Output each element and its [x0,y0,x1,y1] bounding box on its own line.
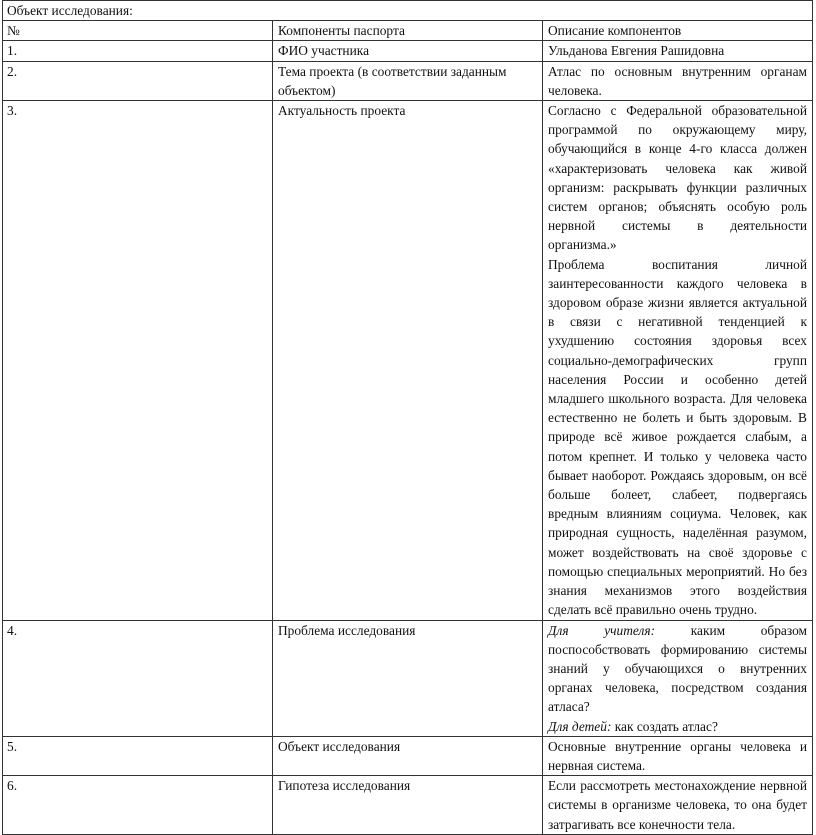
row-component: ФИО участника [273,41,543,61]
header-description: Описание компонентов [543,21,813,41]
table-row [3,776,813,835]
table-row [3,620,813,736]
table-header-row [3,21,813,41]
relevance-paragraph-2: Проблема воспитания личной заинтересованности каждого человека в здоровом образе жизни является актуальной в связи с негативной тенденцией к ухудшению состояния здоровья всех социально-демографических групп населения России и особенно детей младшего школьного возраста. Для человека естественно не болеть и быть здоровым. В природе всё живое рождается слабым, а потом крепнет. И только у человека часто бывает наоборот. Рождаясь здоровым, он всё больше болеет, слабеет, подвергаясь вредным влияниям социума. Человек, как природная сущность, наделённая разумом, может воздействовать на своё здоровье с помощью специальных мероприятий. Но без знания механизмов этого воздействия сделать всё правильно очень трудно. [548,256,807,618]
row-description: Атлас по основным внутренним органам человека. [543,61,813,100]
header-component: Компоненты паспорта [273,21,543,41]
row-description [543,620,813,736]
children-problem [548,717,807,736]
row-component: Проблема исследования [273,620,543,736]
table-row [3,736,813,775]
teacher-problem [548,621,807,717]
relevance-paragraph-1: Согласно с Федеральной образовательной программой по окружающему миру, обучающийся в конце 4-го класса должен «характеризовать человека как живой организм: раскрывать функции различных систем органов; объяснять особую роль нервной системы в деятельности организма.» [548,103,807,253]
table-title-row [3,1,813,21]
row-component: Тема проекта (в соответствии заданным объектом) [273,61,543,100]
row-description: Основные внутренние органы человека и нервная система. [543,736,813,775]
children-text: как создать атлас? [611,718,718,734]
row-num: 4. [3,620,273,736]
table-row [3,41,813,61]
row-num: 5. [3,736,273,775]
teacher-text: каким образом поспособствовать формированию системы знаний у обучающихся о внутренних органах человека, посредством создания атласа? [548,622,808,715]
table-row [3,61,813,100]
table-row [3,101,813,620]
row-component: Актуальность проекта [273,101,543,620]
row-description: Если рассмотреть местонахождение нервной системы в организме человека, то она будет затрагивать все конечности тела. [543,776,813,835]
row-component: Гипотеза исследования [273,776,543,835]
project-passport-table [2,0,813,835]
table-title: Объект исследования: [3,1,813,21]
row-num: 3. [3,101,273,620]
row-num: 6. [3,776,273,835]
row-description: Ульданова Евгения Рашидовна [543,41,813,61]
row-description [543,101,813,620]
children-label: Для детей: [548,718,612,734]
row-num: 2. [3,61,273,100]
header-num: № [3,21,273,41]
teacher-label: Для учителя: [548,622,656,638]
row-num: 1. [3,41,273,61]
row-component: Объект исследования [273,736,543,775]
